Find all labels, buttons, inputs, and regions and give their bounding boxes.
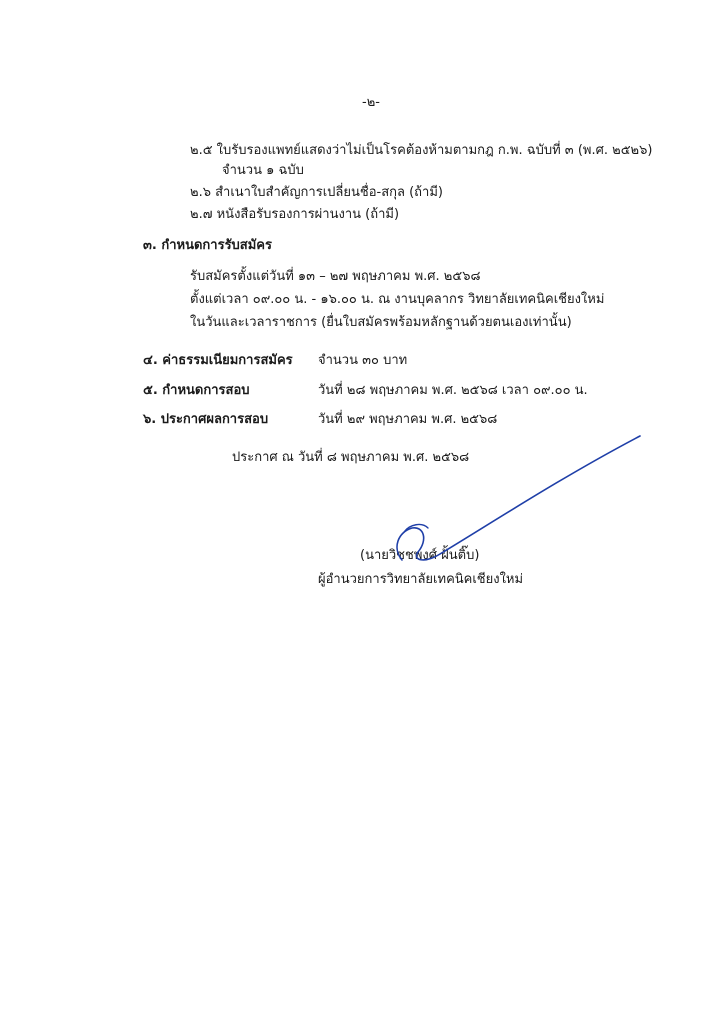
signatory-name: (นายวิชชพงศ์ ฝั้นติ๊บ) [360,548,480,563]
section-3-line-2: ตั้งแต่เวลา ๐๙.๐๐ น. - ๑๖.๐๐ น. ณ งานบุคลากร วิทยาลัยเทคนิคเชียงใหม่ [190,292,605,307]
section-3-heading: ๓. กำหนดการรับสมัคร [143,238,272,253]
document-item-2-5: ๒.๕ ใบรับรองแพทย์แสดงว่าไม่เป็นโรคต้องห้ามตามกฎ ก.พ. ฉบับที่ ๓ (พ.ศ. ๒๕๒๖) [190,143,653,158]
announcement-date: ประกาศ ณ วันที่ ๘ พฤษภาคม พ.ศ. ๒๕๖๘ [232,450,470,465]
section-5-heading: ๕. กำหนดการสอบ [143,383,250,398]
signature-stroke [404,525,428,532]
section-5-value: วันที่ ๒๘ พฤษภาคม พ.ศ. ๒๕๖๘ เวลา ๐๙.๐๐ น. [318,383,588,398]
page-number: -๒- [362,95,380,110]
section-6-heading: ๖. ประกาศผลการสอบ [143,412,269,427]
section-4-value: จำนวน ๓๐ บาท [318,353,408,368]
section-3-line-3: ในวันและเวลาราชการ (ยื่นใบสมัครพร้อมหลักฐานด้วยตนเองเท่านั้น) [190,315,572,330]
section-6-value: วันที่ ๒๙ พฤษภาคม พ.ศ. ๒๕๖๘ [318,412,498,427]
section-3-line-1: รับสมัครตั้งแต่วันที่ ๑๓ – ๒๗ พฤษภาคม พ.ศ. ๒๕๖๘ [190,269,481,284]
document-item-2-6: ๒.๖ สำเนาใบสำคัญการเปลี่ยนชื่อ-สกุล (ถ้ามี) [190,185,443,200]
document-item-2-5-continuation: จำนวน ๑ ฉบับ [222,163,304,178]
section-4-heading: ๔. ค่าธรรมเนียมการสมัคร [143,353,293,368]
document-item-2-7: ๒.๗ หนังสือรับรองการผ่านงาน (ถ้ามี) [190,207,400,222]
signatory-title: ผู้อำนวยการวิทยาลัยเทคนิคเชียงใหม่ [318,572,524,587]
